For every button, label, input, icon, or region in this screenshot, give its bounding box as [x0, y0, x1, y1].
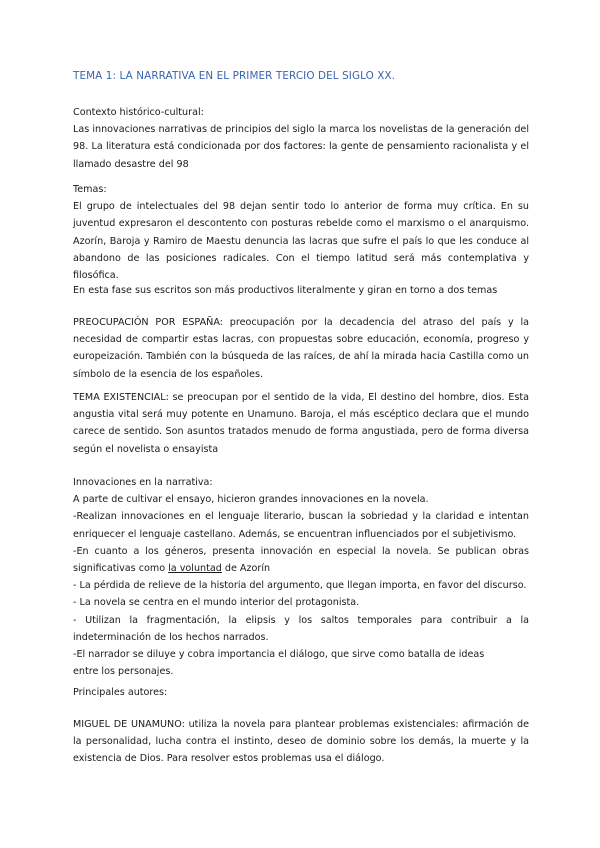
existencial-section	[73, 389, 529, 458]
temas-section	[73, 181, 529, 284]
azorin-text: de Azorín	[221, 563, 271, 575]
autores-heading: Principales autores:	[73, 687, 168, 698]
innovaciones-section	[73, 474, 529, 680]
innovaciones-line-4: - La pérdida de relieve de la historia del argumento, que llegan importa, en favor del discurso.	[73, 580, 527, 592]
contexto-section	[73, 104, 529, 173]
autores-heading-block	[73, 684, 529, 701]
innovaciones-line-7a: -El narrador se diluye y cobra importancia el diálogo, que sirve como batalla de ideas	[73, 649, 485, 661]
fase-paragraph	[73, 282, 529, 299]
page-title: TEMA 1: LA NARRATIVA EN EL PRIMER TERCIO DEL SIGLO XX.	[73, 70, 396, 82]
contexto-text: Las innovaciones narrativas de principios del siglo la marca los novelistas de la generación del 98. La literatura está condicionada por dos factores: la gente de pensamiento racionalista y el llamado desastre del 98	[73, 124, 529, 170]
fase-text: En esta fase sus escritos son más productivos literalmente y giran en torno a dos temas	[73, 285, 498, 296]
preocupacion-section	[73, 314, 529, 383]
innovaciones-line-6: - Utilizan la fragmentación, la elipsis y los saltos temporales para contribuir a la indeterminación de los hechos narrados.	[73, 614, 529, 643]
innovaciones-line-7b: entre los personajes.	[73, 666, 174, 678]
unamuno-text: MIGUEL DE UNAMUNO: utiliza la novela para plantear problemas existenciales: afirmación de la personalidad, lucha contra el instinto, deseo de dominio sobre los demás, la muerte y la existencia de Dios. Para resolver estos problemas usa el diálogo.	[73, 719, 529, 765]
innovaciones-line-5: - La novela se centra en el mundo interior del protagonista.	[73, 597, 360, 609]
existencial-text: TEMA EXISTENCIAL: se preocupan por el sentido de la vida, El destino del hombre, dios. Esta angustia vital será muy potente en Unamuno. Baroja, el más escéptico declara que el mundo carece de sentido. Son asuntos tratados menudo de forma angustiada, pero de forma diversa según el novelista o ensayista	[73, 392, 529, 455]
temas-text: El grupo de intelectuales del 98 dejan sentir todo lo anterior de forma muy crítica. En su juventud expresaron el descontento con posturas rebelde como el marxismo o el anarquismo. Azorín, Baroja y Ramiro de Maestu denuncia las lacras que sufre el país lo que les conduce al abandono de las posiciones radicales. Con el tiempo latitud será más contemplativa y filosófica.	[73, 201, 529, 282]
innovaciones-line-2: -Realizan innovaciones en el lenguaje literario, buscan la sobriedad y la claridad e intentan enriquecer el lenguaje castellano. Además, se encuentran influenciados por el subjetivismo.	[73, 511, 529, 540]
temas-heading: Temas:	[73, 184, 107, 195]
generos-text: -En cuanto a los géneros, presenta innovación en especial la novela. Se publican obras significativas como	[73, 545, 529, 575]
preocupacion-text: PREOCUPACIÓN POR ESPAÑA: preocupación por la decadencia del atraso del país y la necesidad de compartir estas lacras, con propuestas sobre educación, economía, progreso y europeización. También con la búsqueda de las raíces, de ahí la mirada hacia Castilla como un símbolo de la esencia de los españoles.	[73, 317, 529, 380]
contexto-heading: Contexto histórico-cultural:	[73, 107, 204, 118]
unamuno-section	[73, 716, 529, 768]
la-voluntad-title: la voluntad	[168, 563, 222, 575]
innovaciones-heading: Innovaciones en la narrativa:	[73, 477, 213, 488]
innovaciones-line-1: A parte de cultivar el ensayo, hicieron grandes innovaciones en la novela.	[73, 494, 429, 506]
innovaciones-line-3	[73, 543, 529, 577]
